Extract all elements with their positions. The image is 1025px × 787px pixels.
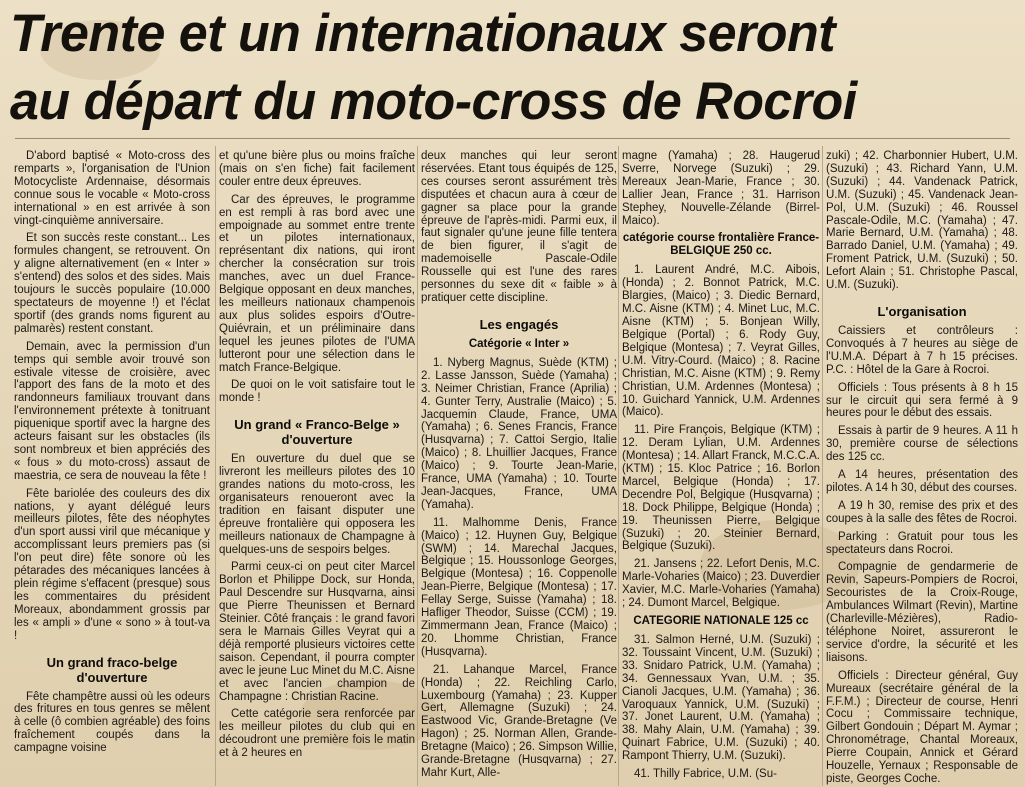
- paragraph: D'abord baptisé « Moto-cross des remparts », l'organisation de l'Union Motocycliste Ardennaise, désormais connue sous le vocable « Moto-cross international » en est arrivée à son vingt-cinquième anniversaire.: [14, 150, 210, 227]
- paragraph: Demain, avec la permission d'un temps qui semble avoir trouvé son estivale vitesse de croisière, avec l'apport des fans de la moto et des randonneurs familiaux trouvant dans l'environnement prétexte à tonitruant piquenique sportif avec la hargne des acteurs faisant sur les obstacles (ils sont nombreux et bien appréciés des « fous » du moto-cross) assaut de maestria, ce sera de nouveau la fête !: [14, 340, 210, 482]
- paragraph: Et son succès reste constant... Les formules changent, se retrouvent. On y aligne alternativement (en « Inter » s'entend) des solos et des sides. Mais toujours le succès populaire (10.000 spectateurs de moyenne !) et l'éclat sportif (des grands noms figurent au palmarès) restent constant.: [14, 232, 210, 335]
- paragraph: Officiels : Directeur général, Guy Mureaux (secrétaire général de la F.F.M.) ; Directeur de course, Henri Cocu ; Commissaire technique, Gilbert Gondouin ; Départ M. Aymar ; Chronométrage, Chantal Moreaux, Pierre Coupain, Annick et Gérard Houzelle, Yernaux ; Responsable de piste, Georges Coche.: [826, 669, 1018, 785]
- paragraph: Compagnie de gendarmerie de Revin, Sapeurs-Pompiers de Rocroi, Secouristes de la Croix-Rouge, Ambulances Wilmart (Revin), Martine (Charleville-Mézières), Radio-téléphone Noiret, assureront le service d'ordre, la sécurité et les liaisons.: [826, 561, 1018, 664]
- paragraph: Parmi ceux-ci on peut citer Marcel Borlon et Philippe Dock, sur Honda, Paul Descendre sur Husqvarna, ainsi que Pierre Theunissen et Bernard Steinier. Côté français : le grand favori sera le Marnais Gilles Veyrat qui a déjà remporté plusieurs victoires cette saison. Cependant, il pourra compter avec le jeune Luc Minet du M.C. Aisne et avec l'ancien champion de Champagne : Christian Racine.: [219, 561, 415, 703]
- entrant-list: 11. Pire François, Belgique (KTM) ; 12. Deram Lylian, U.M. Ardennes (Montesa) ; 14. Allart Franck, M.C.C.A. (KTM) ; 15. Kloc Patrice ; 16. Borlon Marcel, Belgique (Honda) ; 17. Decendre Pol, Belgique (Husqvarna) ; 18. Dock Philippe, Belgique (Honda) ; 19. Theunissen Pierre, Belgique (Suzuki) ; 20. Steinier Bernard, Belgique (Suzuki).: [622, 424, 820, 553]
- column-divider: [822, 146, 823, 786]
- section-heading: Un grand fraco-belge d'ouverture: [46, 654, 178, 685]
- paragraph: Fête bariolée des couleurs des dix nations, y ayant délégué leurs meilleurs pilotes, fête des néophytes d'un sport aussi viril que mécanique y accomplissant leurs premiers pas (si l'on peut dire) fête sonore où les pétarades des mécaniques lancées à plein régime s'effacent (presque) sous les commentaires du président Moreaux, abondamment grossis par les « ampli » d'une « sono » à tout-va !: [14, 487, 210, 642]
- headline-divider: [15, 138, 1010, 139]
- entrant-list: 11. Malhomme Denis, France (Maico) ; 12. Huynen Guy, Belgique (SWM) ; 14. Marechal Jacques, Belgique ; 15. Houssonloge Georges, Belgique (Montesa) ; 16. Coppenolle Jean-Pierre, Belgique (Montesa) ; 17. Fellay Serge, Suisse (Yamaha) ; 18. Hafliger Theodor, Suisse (CCM) ; 19. Zimmermann Jean, France (Maico) ; 20. Lhomme Christian, France (Husqvarna).: [421, 516, 617, 658]
- entrant-list: 1. Laurent André, M.C. Aibois, (Honda) ; 2. Bonnot Patrick, M.C. Blargies, (Maico) ; 3. Diedic Bernard, M.C. Aisne (KTM) ; 4. Minet Luc, M.C. Aisne (KTM) ; 5. Bonjean Willy, Belgique (Portal) ; 6. Rody Guy, Belgique (Montesa) ; 7. Veyrat Gilles, U.M. Vitry-Courd. (Maico) ; 8. Racine Christian, M.C. Aisne (KTM) ; 9. Remy Christian, U.M. Ardennes (Montesa) ; 10. Guichard Yannick, U.M. Ardennes (Maico).: [622, 264, 820, 419]
- section-heading: Un grand « Franco-Belge » d'ouverture: [234, 417, 400, 448]
- entrant-list: 21. Lahanque Marcel, France (Honda) ; 22. Reichling Carlo, Luxembourg (Yamaha) ; 23. Kupper Gert, Allemagne (Suzuki) ; 24. Eastwood Vic, Grande-Bretagne (Ve Hagon) ; 25. Norman Allen, Grande-Bretagne (Maico) ; 26. Simpson Willie, Grande-Bretagne (Husqvarna) ; 27. Mahr Kurt, Alle-: [421, 663, 617, 779]
- paragraph: Car des épreuves, le programme en est rempli à ras bord avec une empoignade au sommet entre trente et un pilotes internationaux, représentant dix nations, qui iront chercher la consécration sur trois manches, avec un duel France-Belgique opposant en deux manches, les meilleurs nationaux champenois aux plus solides espoirs d'Outre-Quiévrain, et un préliminaire dans lequel les jeunes pilotes de l'UMA lutteront pour une sélection dans le match France-Belgique.: [219, 193, 415, 374]
- entrant-list: magne (Yamaha) ; 28. Haugerud Sverre, Norvege (Suzuki) ; 29. Mereaux Jean-Marie, France ; 30. Lallier Jean, France ; 31. Harrison Stephey, Nouvelle-Zélande (Birrel-Maico).: [622, 150, 820, 227]
- entrant-list: zuki) ; 42. Charbonnier Hubert, U.M. (Suzuki) ; 43. Richard Yann, U.M. (Suzuki) ; 44. Vandenack Patrick, U.M. (Suzuki) ; 45. Vandenack Jean-Pol, U.M. (Suzuki) ; 46. Roussel Pascale-Odile, M.C. (Yamaha) ; 47. Marie Bernard, U.M. (Yamaha) ; 48. Barrado Daniel, U.M. (Yamaha) ; 49. Froment Patrick, U.M. (Suzuki) ; 50. Lefort Alain ; 51. Christophe Pascal, U.M. (Suzuki).: [826, 150, 1018, 292]
- section-heading: Les engagés: [479, 316, 559, 332]
- paragraph: Fête champêtre aussi où les odeurs des fritures en tous genres se mêlent à celle (ô combien agréable) des foins fraîchement coupés dans la campagne voisine: [14, 690, 210, 755]
- article-column-5: [826, 150, 1018, 787]
- paragraph: A 14 heures, présentation des pilotes. A 14 h 30, début des courses.: [826, 469, 1018, 494]
- headline-line-1: Trente et un internationaux seront: [10, 4, 836, 63]
- entrant-list: 41. Thilly Fabrice, U.M. (Su-: [634, 768, 777, 781]
- paragraph: Caissiers et contrôleurs : Convoqués à 7 heures au siège de l'U.M.A. Départ à 7 h 15 précises. P.C. : Hôtel de la Gare à Rocroi.: [826, 324, 1018, 376]
- headline: [10, 0, 995, 136]
- article-column-1: [14, 150, 210, 760]
- entrant-list: 31. Salmon Herné, U.M. (Suzuki) ; 32. Toussaint Vincent, U.M. (Suzuki) ; 33. Snidaro Patrick, U.M. (Yamaha) ; 34. Gennessaux Yvan, U.M. ; 35. Cianoli Jacques, U.M. (Yamaha) ; 36. Varoquaux Yannick, U.M. (Suzuki) ; 37. Jonet Laurent, U.M. (Yamaha) ; 38. Mahy Alain, U.M. (Yamaha) ; 39. Quinart Fabrice, U.M. (Suzuki) ; 40. Rampont Thierry, U.M. (Suzuki).: [622, 634, 820, 763]
- entrant-list: 21. Jansens ; 22. Lefort Denis, M.C. Marle-Voharies (Maico) ; 23. Duverdier Xavier, M.C. Marle-Voharies (Yamaha) ; 24. Dumont Marcel, Belgique.: [622, 558, 820, 610]
- paragraph: Officiels : Tous présents à 8 h 15 sur le circuit qui sera fermé à 9 heures pour le début des essais.: [826, 381, 1018, 420]
- article-column-3: [421, 150, 617, 785]
- paragraph: Parking : Gratuit pour tous les spectateurs dans Rocroi.: [826, 530, 1018, 556]
- paragraph: De quoi on le voit satisfaire tout le monde !: [219, 379, 415, 405]
- headline-line-2: au départ du moto-cross de Rocroi: [10, 72, 857, 131]
- paragraph: En ouverture du duel que se livreront les meilleurs pilotes des 10 grandes nations du moto-cross, les organisateurs renoueront avec la tradition en faisant disputer une épreuve frontalière qui opposera les meilleurs nationaux de Champagne à quelques-uns de sespoirs belges.: [219, 453, 415, 556]
- paragraph: A 19 h 30, remise des prix et des coupes à la salle des fêtes de Rocroi.: [826, 499, 1018, 525]
- paragraph: et qu'une bière plus ou moins fraîche (mais on s'en fiche) fait facilement couler entre deux épreuves.: [219, 150, 415, 188]
- paragraph: deux manches qui leur seront réservées. Etant tous équipés de 125, ces courses seront assurément très disputées et chacun aura à cœur de gagner sa place pour la grande épreuve de l'après-midi. Parmi eux, il faut signaler qu'une jeune fille tentera de bien figurer, il s'agit de mademoiselle Pascale-Odile Rousselle qui est l'une des rares personnes du sexe dit « faible » à pratiquer cette discipline.: [421, 150, 617, 304]
- subsection-heading: catégorie course frontalière France-BELGIQUE 250 cc.: [622, 232, 820, 258]
- column-divider: [417, 146, 418, 786]
- column-divider: [618, 146, 619, 786]
- entrant-list: 1. Nyberg Magnus, Suède (KTM) ; 2. Lasse Jansson, Suède (Yamaha) ; 3. Neimer Christian, France (Aprilia) ; 4. Gunter Terry, Australie (Maico) ; 5. Jacquemin Claude, France, UMA (Yamaha) ; 6. Senes Francis, France (Husqvarna) ; 7. Cattoi Sergio, Italie (Maico) ; 8. Lhuillier Jacques, France (Maico) ; 9. Tourte Jean-Marie, France, UMA (Yamaha) ; 10. Tourte Jean-Jacques, France, UMA (Yamaha).: [421, 356, 617, 511]
- section-heading: L'organisation: [877, 303, 967, 319]
- column-divider: [215, 146, 216, 786]
- paragraph: Cette catégorie sera renforcée par les meilleur pilotes du club qui en découdront une première fois le matin et à 2 heures en: [219, 708, 415, 760]
- subsection-heading: CATEGORIE NATIONALE 125 cc: [633, 615, 809, 627]
- paragraph: Essais à partir de 9 heures. A 11 h 30, première course de sélections des 125 cc.: [826, 425, 1018, 464]
- article-column-2: [219, 150, 415, 765]
- article-column-4: [622, 150, 820, 786]
- subsection-heading: Catégorie « Inter »: [468, 337, 570, 350]
